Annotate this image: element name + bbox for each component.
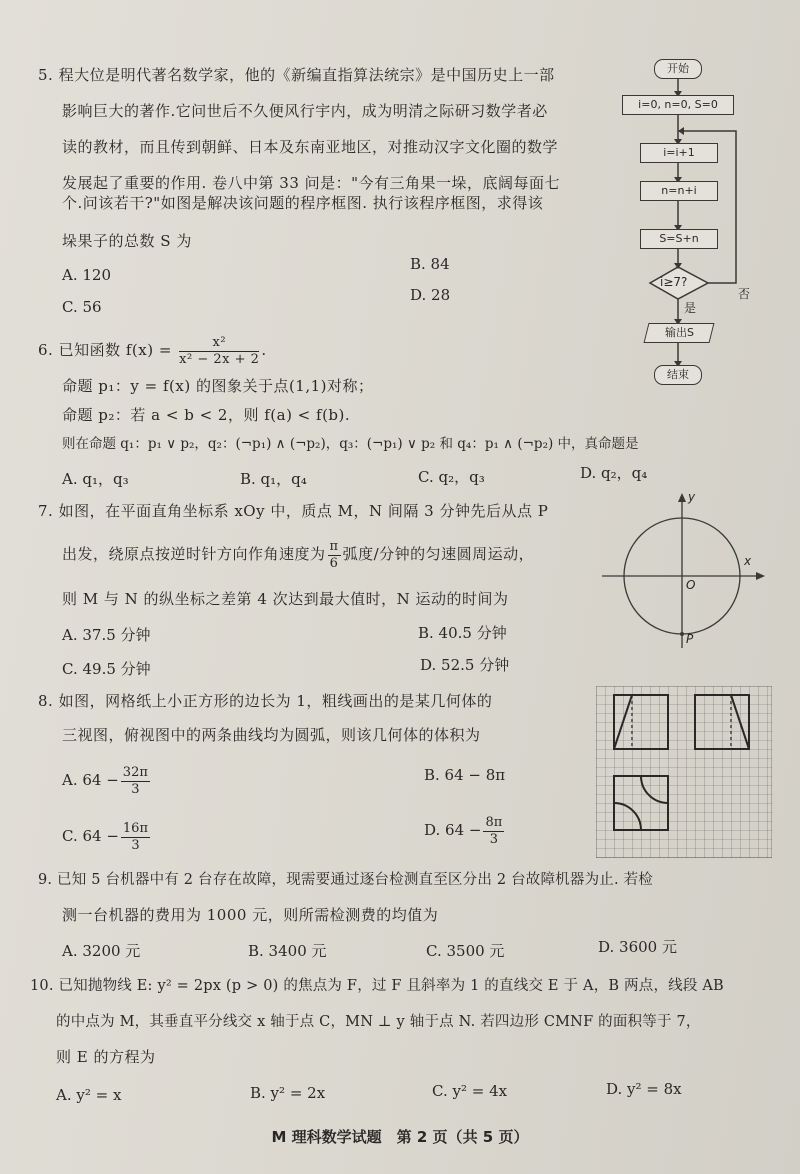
q8-option-d-pre: D. 64 − [424,821,482,839]
q8-option-a-num: 32π [122,764,148,780]
flowchart-yes-label: 是 [684,301,697,315]
q9-option-c: C. 3500 元 [426,942,505,960]
q7-line-3: 则 M 与 N 的纵坐标之差第 4 次达到最大值时，N 运动的时间为 [62,590,509,608]
flowchart-no-label: 否 [738,287,751,301]
q5-option-a: A. 120 [62,266,111,284]
q5-line-4: 发展起了重要的作用. 卷八中第 33 问是："今有三角果一垛，底阔每面七 [62,174,561,192]
q6-question: 则在命题 q₁：p₁ ∨ p₂，q₂：(¬p₁) ∧ (¬p₂)，q₃：(¬p₁) ∨ p₂ 和 q₄：p₁ ∧ (¬p₂) 中，真命题是 [62,436,639,452]
flowchart-end: 结束 [654,365,702,385]
q10-line-1: 10. 已知抛物线 E: y² = 2px (p > 0) 的焦点为 F，过 F 且斜率为 1 的直线交 E 于 A，B 两点，线段 AB [30,978,724,994]
q7-option-b: B. 40.5 分钟 [418,624,507,642]
q7-option-a: A. 37.5 分钟 [62,626,151,644]
q6-proposition-2: 命题 p₂：若 a < b < 2，则 f(a) < f(b). [62,406,351,424]
flowchart-start: 开始 [654,59,702,79]
q7-line-2-pre: 出发，绕原点按逆时针方向作角速度为 [62,545,326,563]
q10-line-2: 的中点为 M，其垂直平分线交 x 轴于点 C，MN ⊥ y 轴于点 N. 若四边形 CMNF 的面积等于 7， [56,1014,701,1030]
q8-option-a-den: 3 [131,781,140,797]
q5-line-3: 读的教材，而且传到朝鲜、日本及东南亚地区，对推动汉字文化圈的数学 [62,138,559,156]
q9-option-a: A. 3200 元 [62,942,141,960]
q8-option-c-num: 16π [122,820,148,836]
page-footer: M 理科数学试题 第 2 页（共 5 页） [271,1128,529,1146]
q5-line-2: 影响巨大的著作.它问世后不久便风行宇内，成为明清之际研习数学者必 [62,102,548,120]
q9-line-1: 9. 已知 5 台机器中有 2 台存在故障，现需要通过逐台检测直至区分出 2 台故障机器为止. 若检 [38,872,653,888]
program-flowchart [610,55,790,395]
q5-line-5: 个.问该若干?"如图是解决该问题的程序框图. 执行该程序框图，求得该 [62,194,544,212]
q6-stem-prefix: 6. 已知函数 f(x) = [38,341,178,359]
q7-line-1: 7. 如图，在平面直角坐标系 xOy 中，质点 M，N 间隔 3 分钟先后从点 P [38,502,549,520]
q10-option-b: B. y² = 2x [250,1084,326,1102]
q8-option-d-den: 3 [489,831,498,847]
flowchart-step-s: S=S+n [640,229,718,249]
q6-option-a: A. q₁，q₃ [62,470,129,488]
q8-line-2: 三视图，俯视图中的两条曲线均为圆弧，则该几何体的体积为 [62,726,481,744]
q7-line-2-post: 弧度/分钟的匀速圆周运动， [342,545,535,563]
q8-option-c-den: 3 [131,837,140,853]
q8-option-a-pre: A. 64 − [62,771,119,789]
q8-option-c-pre: C. 64 − [62,827,119,845]
q7-frac-den: 6 [329,555,339,571]
q5-option-b: B. 84 [410,255,450,273]
q7-fraction [328,539,341,572]
q7-option-c: C. 49.5 分钟 [62,660,151,678]
q5-line-6: 垛果子的总数 S 为 [62,232,192,250]
q6-option-b: B. q₁，q₄ [240,470,307,488]
q9-option-d: D. 3600 元 [598,938,677,956]
flowchart-step-i: i=i+1 [640,143,718,163]
q8-three-view-figure [596,686,772,858]
q5-option-d: D. 28 [410,286,451,304]
q7-frac-num: π [329,538,339,554]
q6-frac-den: x² − 2x + 2 [179,351,260,367]
q7-line-2 [62,536,534,572]
flowchart-output [644,323,715,343]
q5-option-c: C. 56 [62,298,102,316]
q10-option-a: A. y² = x [56,1086,122,1104]
q6-option-c: C. q₂，q₃ [418,468,485,486]
q8-option-c-frac [121,821,150,854]
flowchart-init: i=0, n=0, S=0 [622,95,734,115]
q7-option-d: D. 52.5 分钟 [420,656,510,674]
q8-option-d [424,812,506,848]
q10-option-d: D. y² = 8x [606,1080,682,1098]
q7-circle-svg [600,488,770,658]
q7-origin-label: O [686,578,696,592]
q8-line-1: 8. 如图，网格纸上小正方形的边长为 1，粗线画出的是某几何体的 [38,692,493,710]
q8-option-a [62,762,152,798]
q7-axis-x-label: x [744,554,752,568]
flowchart-condition: i≥7? [660,275,688,289]
q10-line-3: 则 E 的方程为 [56,1048,156,1066]
q8-option-a-frac [121,765,150,798]
q9-option-b: B. 3400 元 [248,942,327,960]
q7-circle-figure [600,488,770,658]
q9-line-2: 测一台机器的费用为 1000 元，则所需检测费的均值为 [62,906,439,924]
q6-fraction [179,335,259,368]
q7-point-p-label: P [686,632,694,646]
q8-option-d-num: 8π [485,814,503,830]
q8-option-d-frac [483,815,504,848]
q10-option-c: C. y² = 4x [432,1082,508,1100]
q6-frac-num: x² [179,335,259,352]
q8-option-b: B. 64 − 8π [424,766,506,784]
q8-option-c [62,818,152,854]
flowchart-output-text: 输出S [664,326,694,339]
flowchart-step-n: n=n+i [640,181,718,201]
q6-stem [38,332,267,368]
q6-option-d: D. q₂，q₄ [580,464,648,482]
q6-stem-suffix: . [261,341,267,359]
q8-grid-svg [596,686,772,858]
q6-proposition-1: 命题 p₁：y = f(x) 的图象关于点(1,1)对称； [62,377,374,395]
q7-axis-y-label: y [688,490,696,504]
q5-line-1: 5. 程大位是明代著名数学家，他的《新编直指算法统宗》是中国历史上一部 [38,66,555,84]
